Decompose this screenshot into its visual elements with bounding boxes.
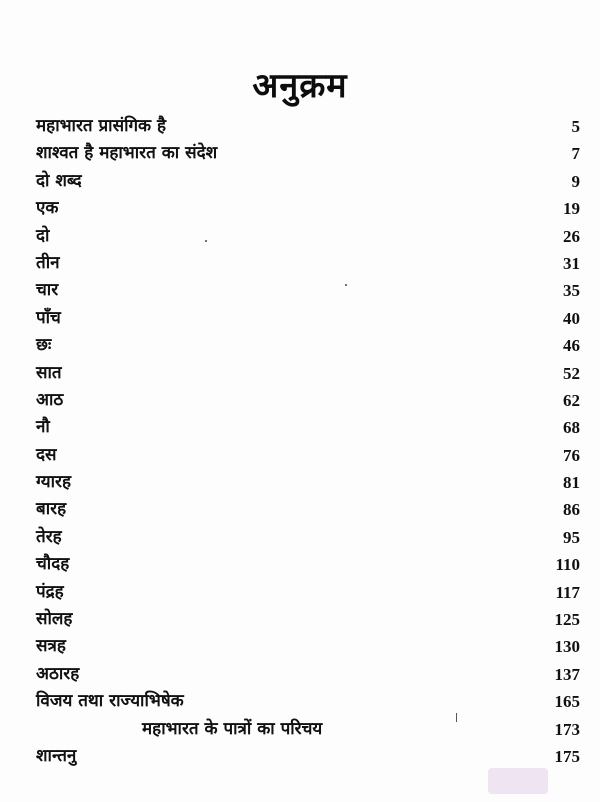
toc-entry-label: दस (36, 444, 57, 465)
toc-entry (36, 113, 580, 140)
toc-entry-label: शाश्वत है महाभारत का संदेश (36, 143, 218, 164)
toc-entry-page-number: 165 (554, 692, 580, 712)
toc-entry (36, 168, 580, 195)
toc-entry-page-number: 52 (563, 363, 580, 383)
toc-entry-label: सात (36, 362, 62, 383)
toc-entry-label: महाभारत के पात्रों का परिचय (142, 718, 323, 739)
toc-entry-label: सत्रह (36, 636, 66, 657)
toc-entry (36, 195, 580, 222)
toc-entry-page-number: 9 (571, 171, 580, 191)
toc-entry-label: तेरह (36, 526, 62, 547)
toc-entry (36, 743, 580, 770)
toc-entry (36, 387, 580, 414)
toc-entry-label: दो (36, 225, 50, 246)
toc-entry-label: महाभारत प्रासंगिक है (36, 116, 167, 136)
toc-entry-page-number: 173 (554, 719, 580, 739)
toc-entry-label: अठारह (36, 663, 80, 684)
toc-entry (36, 414, 580, 441)
paper-stain (488, 768, 548, 794)
toc-entry (36, 661, 580, 688)
page-title: अनुक्रम (252, 65, 348, 106)
toc-entry-label: आठ (36, 389, 64, 410)
toc-entry-page-number: 137 (554, 664, 580, 684)
toc-entry-label: चौदह (36, 554, 70, 575)
toc-entry (36, 332, 580, 359)
toc-entry-page-number: 5 (571, 117, 580, 136)
toc-entry (36, 716, 580, 743)
toc-entry-label: पाँच (36, 307, 61, 328)
toc-entry-page-number: 19 (563, 199, 580, 219)
toc-entry-page-number: 76 (563, 445, 580, 465)
toc-entry-label: विजय तथा राज्याभिषेक (36, 691, 184, 712)
toc-entry-label: नौ (36, 417, 50, 438)
toc-entry (36, 140, 580, 167)
toc-entry-label: एक (36, 198, 59, 219)
toc-entry-page-number: 95 (563, 527, 580, 547)
toc-entry (36, 496, 580, 523)
paper-speck (205, 240, 207, 242)
toc-entry (36, 579, 580, 606)
toc-entry-page-number: 26 (563, 226, 580, 246)
toc-entry (36, 360, 580, 387)
toc-entry-label: छः (36, 335, 52, 356)
toc-entry (36, 250, 580, 277)
toc-entry-page-number: 117 (555, 582, 580, 602)
table-of-contents (36, 113, 580, 770)
toc-entry-page-number: 46 (563, 336, 580, 356)
toc-entry-label: दो शब्द (36, 170, 82, 191)
toc-entry-label: तीन (36, 252, 60, 273)
toc-entry-label: पंद्रह (36, 581, 64, 602)
toc-entry-page-number: 110 (555, 555, 580, 575)
toc-entry-label: ग्यारह (36, 472, 72, 493)
toc-entry (36, 223, 580, 250)
toc-entry-label: बारह (36, 499, 67, 520)
toc-entry-page-number: 40 (563, 308, 580, 328)
toc-entry-page-number: 175 (554, 746, 580, 766)
toc-entry (36, 442, 580, 469)
paper-mark (456, 713, 457, 722)
toc-entry-page-number: 7 (571, 144, 580, 164)
toc-entry (36, 524, 580, 551)
toc-entry (36, 305, 580, 332)
toc-entry (36, 688, 580, 715)
toc-entry-label: सोलह (36, 609, 73, 630)
toc-entry (36, 469, 580, 496)
toc-entry-page-number: 35 (563, 281, 580, 301)
toc-entry-page-number: 86 (563, 500, 580, 520)
toc-entry-label: चार (36, 280, 59, 301)
toc-entry-page-number: 68 (563, 418, 580, 438)
toc-entry-page-number: 81 (563, 473, 580, 493)
toc-entry (36, 551, 580, 578)
toc-entry-page-number: 130 (554, 637, 580, 657)
toc-entry-page-number: 125 (554, 610, 580, 630)
toc-entry-label: शान्तनु (36, 745, 77, 766)
paper-speck (345, 284, 347, 286)
toc-entry (36, 633, 580, 660)
toc-entry-page-number: 62 (563, 390, 580, 410)
toc-entry (36, 606, 580, 633)
toc-entry-page-number: 31 (563, 253, 580, 273)
toc-entry (36, 277, 580, 304)
